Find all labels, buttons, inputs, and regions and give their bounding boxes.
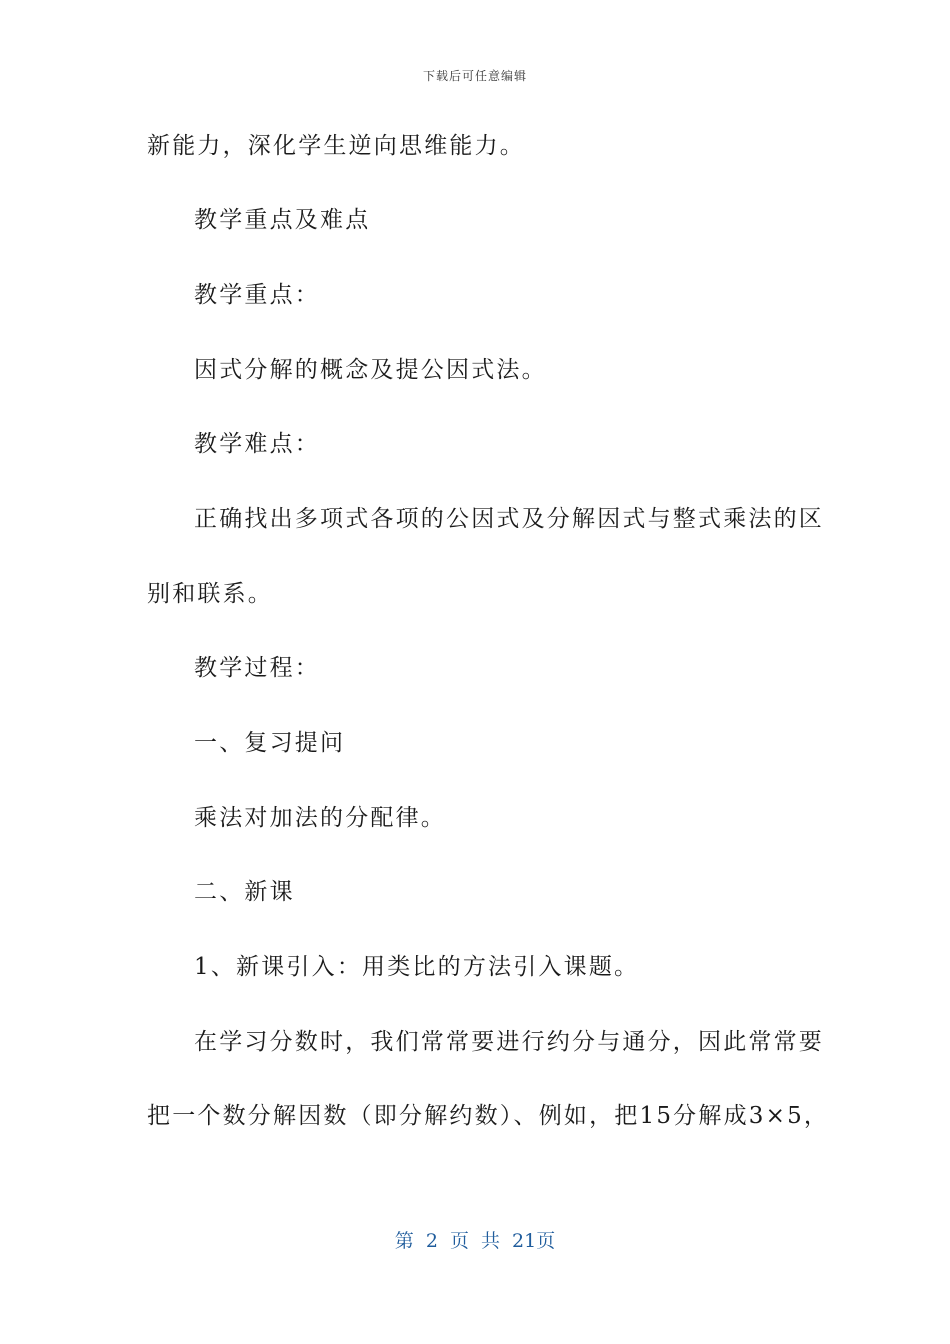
section-heading: 教学重点及难点 bbox=[194, 207, 371, 233]
body-line: 在学习分数时，我们常常要进行约分与通分，因此常常要 bbox=[194, 1029, 824, 1055]
section-heading: 二、新课 bbox=[194, 879, 295, 905]
subheading: 教学重点： bbox=[194, 282, 320, 308]
body-line: 把一个数分解因数（即分解约数）、例如，把15分解成3×5， bbox=[147, 1103, 830, 1129]
page-number-footer: 第 2 页 共 21页 bbox=[394, 1230, 556, 1252]
page-header: 下载后可任意编辑 bbox=[422, 69, 527, 83]
body-line: 别和联系。 bbox=[147, 581, 273, 607]
body-line: 正确找出多项式各项的公因式及分解因式与整式乘法的区 bbox=[194, 506, 824, 532]
section-heading: 教学过程： bbox=[194, 655, 320, 681]
section-heading: 一、复习提问 bbox=[194, 730, 346, 756]
body-line: 新能力，深化学生逆向思维能力。 bbox=[147, 133, 525, 159]
body-line: 因式分解的概念及提公因式法。 bbox=[194, 357, 547, 383]
subheading: 教学难点： bbox=[194, 431, 320, 457]
body-line: 乘法对加法的分配律。 bbox=[194, 805, 446, 831]
body-line: 1、新课引入：用类比的方法引入课题。 bbox=[194, 954, 640, 980]
